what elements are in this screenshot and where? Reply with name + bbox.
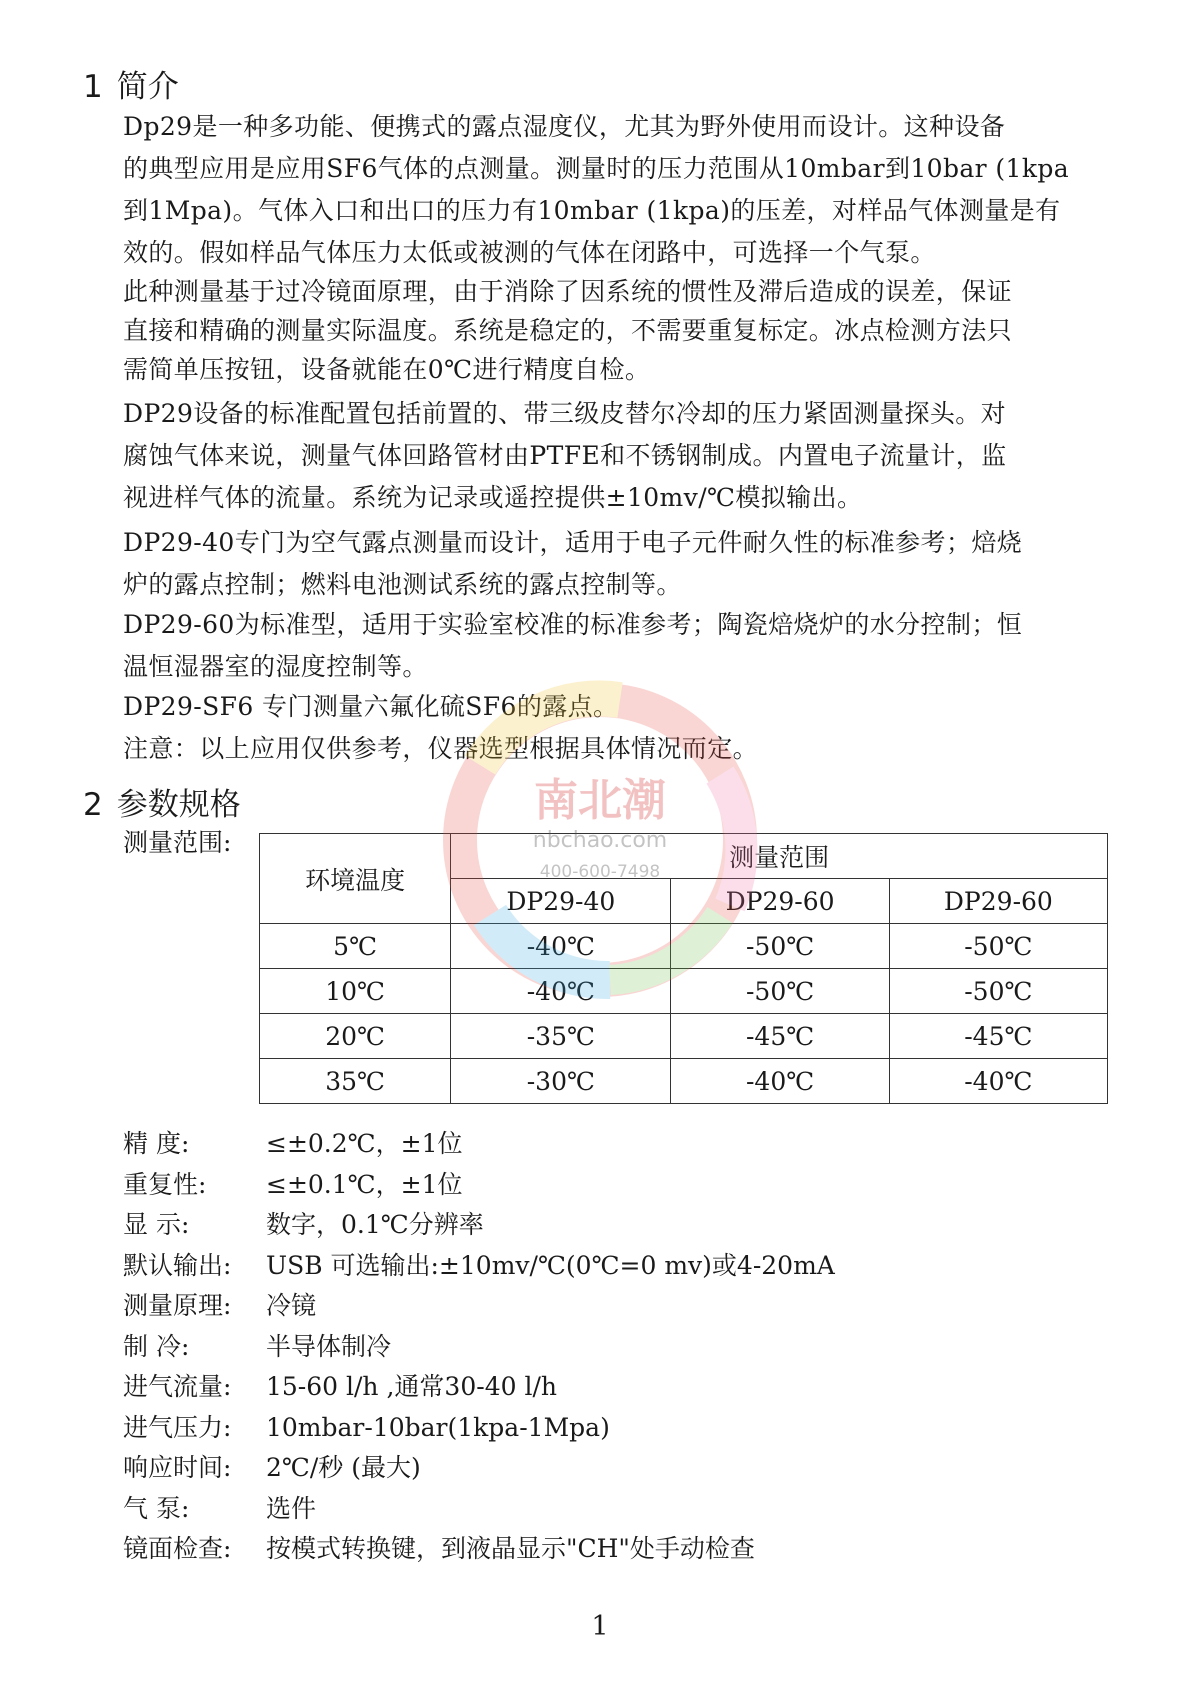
measurement-range-table: [259, 833, 1108, 1104]
env-temp-cell: 35℃: [260, 1059, 451, 1104]
paragraph-line: 的典型应用是应用SF6气体的点测量。测量时的压力范围从10mbar到10bar (1kpa: [123, 154, 1070, 183]
spec-item: [123, 1489, 835, 1530]
section-1-heading: [83, 67, 179, 107]
paragraph-line: 直接和精确的测量实际温度。系统是稳定的，不需要重复标定。冰点检测方法只: [123, 316, 1013, 345]
paragraph-line: 此种测量基于过冷镜面原理，由于消除了因系统的惯性及滞后造成的误差，保证: [123, 277, 1013, 306]
section-2-number: 2: [83, 787, 103, 823]
range-cell: -50℃: [671, 924, 889, 969]
spec-item: [123, 1529, 835, 1570]
paragraph-line: 需简单压按钮，设备就能在0℃进行精度自检。: [123, 355, 651, 384]
model-header: DP29-60: [889, 879, 1107, 924]
paragraph-dp29-60: [123, 604, 1133, 688]
range-cell: -50℃: [671, 969, 889, 1014]
spec-label: 进气流量:: [123, 1372, 232, 1401]
spec-value: 选件: [266, 1493, 317, 1523]
watermark-site: nbchao.com: [532, 828, 668, 853]
spec-value: 10mbar-10bar(1kpa-1Mpa): [266, 1412, 610, 1442]
paragraph-line: 腐蚀气体来说，测量气体回路管材由PTFE和不锈钢制成。内置电子流量计，监: [123, 441, 1007, 470]
spec-label: 测量原理:: [123, 1291, 232, 1320]
paragraph-line: 视进样气体的流量。系统为记录或遥控提供±10mv/℃模拟输出。: [123, 483, 863, 512]
paragraph-line: 到1Mpa)。气体入口和出口的压力有10mbar (1kpa)的压差，对样品气体测量是有: [123, 196, 1061, 225]
table-row: [260, 1014, 1108, 1059]
paragraph-principle: [123, 272, 1133, 389]
spec-value: 数字，0.1℃分辨率: [266, 1210, 484, 1239]
spec-label: 重复性:: [123, 1169, 207, 1199]
env-temp-cell: 20℃: [260, 1014, 451, 1059]
env-temp-cell: 5℃: [260, 924, 451, 969]
range-cell: -30℃: [451, 1059, 671, 1104]
range-cell: -40℃: [451, 924, 671, 969]
section-2-title: 参数规格: [116, 787, 241, 823]
range-cell: -50℃: [889, 924, 1107, 969]
spec-item: [123, 1367, 835, 1408]
page-number: 1: [591, 1611, 609, 1642]
table-header-row: [260, 834, 1108, 879]
range-cell: -40℃: [889, 1059, 1107, 1104]
spec-item: [123, 1448, 835, 1489]
watermark-brand: 南北潮: [534, 775, 666, 826]
range-cell: -35℃: [451, 1014, 671, 1059]
spec-item: [123, 1286, 835, 1327]
paragraph-line: DP29-SF6 专门测量六氟化硫SF6的露点。: [123, 692, 619, 721]
spec-value: 半导体制冷: [266, 1331, 392, 1361]
watermark-phone: 400-600-7498: [539, 862, 661, 882]
table-row: [260, 1059, 1108, 1104]
paragraph-line: DP29-40专门为空气露点测量而设计，适用于电子元件耐久性的标准参考；焙烧: [123, 528, 1023, 557]
range-cell: -40℃: [451, 969, 671, 1014]
range-cell: -45℃: [889, 1014, 1107, 1059]
spec-value: 按模式转换键，到液晶显示"CH"处手动检查: [266, 1534, 755, 1563]
spec-label: 制 冷:: [123, 1331, 190, 1361]
range-cell: -45℃: [671, 1014, 889, 1059]
range-header: 测量范围: [451, 834, 1108, 879]
spec-item: [123, 1205, 835, 1246]
paragraph-line: DP29-60为标准型，适用于实验室校准的标准参考；陶瓷焙烧炉的水分控制；恒: [123, 610, 1023, 639]
table-label: 测量范围:: [123, 828, 232, 857]
spec-value: 15-60 l/h ,通常30-40 l/h: [266, 1372, 557, 1401]
spec-label: 显 示:: [123, 1210, 190, 1239]
spec-item: [123, 1246, 835, 1287]
table-row: [260, 924, 1108, 969]
model-header: DP29-60: [671, 879, 889, 924]
paragraph-config: [123, 393, 1133, 519]
section-1-number: 1: [83, 69, 103, 105]
env-temp-header: 环境温度: [260, 834, 451, 924]
paragraph-line: 注意：以上应用仅供参考，仪器选型根据具体情况而定。: [123, 734, 759, 763]
paragraph-line: DP29设备的标准配置包括前置的、带三级皮替尔冷却的压力紧固测量探头。对: [123, 399, 1007, 428]
paragraph-line: 效的。假如样品气体压力太低或被测的气体在闭路中，可选择一个气泵。: [123, 238, 936, 267]
spec-label: 默认输出:: [123, 1250, 232, 1280]
range-cell: -50℃: [889, 969, 1107, 1014]
paragraph-note: [123, 728, 1133, 770]
paragraph-dp29-sf6: [123, 686, 1133, 728]
spec-item: [123, 1327, 835, 1368]
spec-item: [123, 1124, 835, 1165]
spec-list: [123, 1124, 835, 1570]
paragraph-line: Dp29是一种多功能、便携式的露点湿度仪，尤其为野外使用而设计。这种设备: [123, 112, 1006, 141]
spec-value: 2℃/秒 (最大): [266, 1453, 421, 1482]
spec-value: ≤±0.2℃，±1位: [266, 1129, 463, 1158]
spec-value: 冷镜: [266, 1291, 317, 1320]
paragraph-line: 炉的露点控制；燃料电池测试系统的露点控制等。: [123, 570, 682, 599]
section-2-heading: [83, 785, 241, 825]
spec-label: 镜面检查:: [123, 1534, 232, 1563]
spec-label: 进气压力:: [123, 1412, 232, 1442]
spec-label: 响应时间:: [123, 1453, 232, 1482]
range-cell: -40℃: [671, 1059, 889, 1104]
spec-item: [123, 1165, 835, 1206]
paragraph-line: 温恒湿器室的湿度控制等。: [123, 652, 428, 681]
section-1-title: 简介: [116, 69, 179, 105]
paragraph-dp29-40: [123, 522, 1133, 606]
table-row: [260, 969, 1108, 1014]
spec-label: 气 泵:: [123, 1493, 190, 1523]
env-temp-cell: 10℃: [260, 969, 451, 1014]
paragraph-intro: [123, 106, 1133, 274]
spec-value: ≤±0.1℃，±1位: [266, 1169, 463, 1199]
spec-value: USB 可选输出:±10mv/℃(0℃=0 mv)或4-20mA: [266, 1250, 835, 1280]
model-header: DP29-40: [451, 879, 671, 924]
spec-item: [123, 1408, 835, 1449]
spec-label: 精 度:: [123, 1129, 190, 1158]
